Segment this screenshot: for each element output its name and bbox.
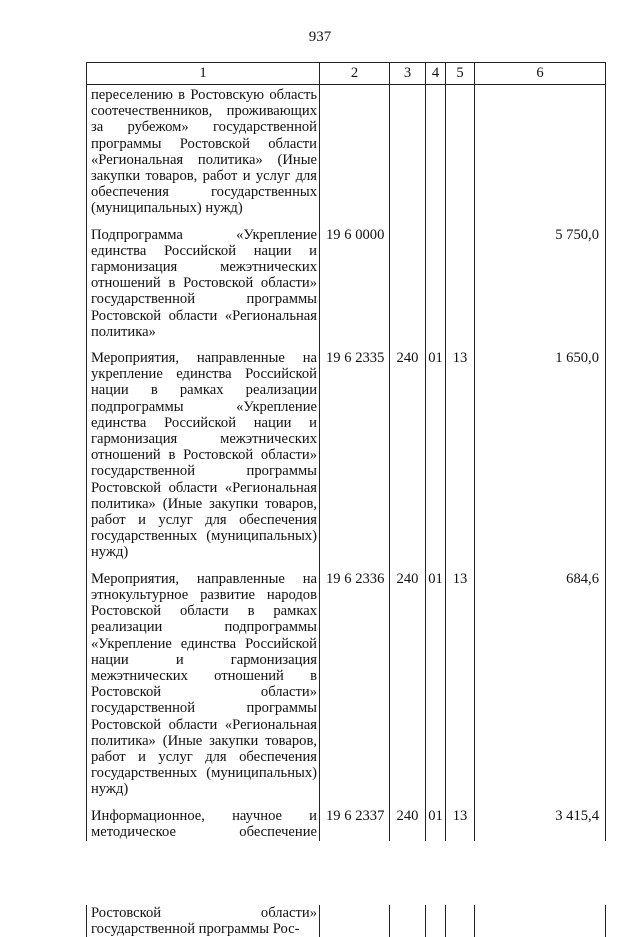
page-number: 937	[308, 29, 332, 45]
page-bottom-margin	[0, 841, 640, 905]
row-expense-type-cell: 240	[390, 808, 426, 937]
row-name-cell: переселению в Ростовскую область соотечественников, проживающих за рубежом» государственной программы Ростовской области «Региональная политика» (Иные закупки товаров, работ и услуг для обеспечения государственных (муниципальных) нужд)	[87, 85, 320, 227]
header-row	[87, 63, 606, 85]
row-subsection-cell	[446, 227, 475, 350]
row-code-cell	[320, 85, 390, 227]
row-subsection-cell: 13	[446, 808, 475, 937]
row-expense-type-cell: 240	[390, 571, 426, 808]
row-section-cell	[426, 227, 446, 350]
row-sum-cell: 3 415,4	[475, 808, 606, 937]
row-sum-cell: 684,6	[475, 571, 606, 808]
table-row	[87, 571, 606, 808]
budget-table	[86, 62, 606, 937]
table-row	[87, 350, 606, 571]
row-code-cell: 19 6 2335	[320, 350, 390, 571]
row-code-cell: 19 6 0000	[320, 227, 390, 350]
row-sum-cell	[475, 85, 606, 227]
column-header: 5	[446, 63, 475, 85]
row-name-cell: Мероприятия, направленные на этнокультурное развитие народов Ростовской области в рамках реализации подпрограммы «Укрепление единства Российской нации и гармонизация межэтнических отношений в Ростовской области» государственной программы Ростовской области «Региональная политика» (Иные закупки товаров, работ и услуг для обеспечения государственных (муниципальных) нужд)	[87, 571, 320, 808]
column-header: 4	[426, 63, 446, 85]
row-name-cell: Мероприятия, направленные на укрепление единства Российской нации в рамках реализации подпрограммы «Укрепление единства Российской нации и гармонизация межэтнических отношений в Ростовской области» государственной программы Ростовской области «Региональная политика» (Иные закупки товаров, работ и услуг для обеспечения государственных (муниципальных) нужд)	[87, 350, 320, 571]
column-header: 3	[390, 63, 426, 85]
table-row	[87, 227, 606, 350]
row-sum-cell: 1 650,0	[475, 350, 606, 571]
row-section-cell: 01	[426, 808, 446, 937]
row-subsection-cell: 13	[446, 350, 475, 571]
row-expense-type-cell	[390, 85, 426, 227]
row-expense-type-cell: 240	[390, 350, 426, 571]
row-subsection-cell	[446, 85, 475, 227]
row-section-cell: 01	[426, 571, 446, 808]
column-header: 1	[87, 63, 320, 85]
row-code-cell: 19 6 2336	[320, 571, 390, 808]
row-expense-type-cell	[390, 227, 426, 350]
row-name-cell: Информационное, научное и методическое обеспечение Ростовской области» государственной программы Рос-	[87, 808, 320, 937]
table-row	[87, 85, 606, 227]
column-header: 6	[475, 63, 606, 85]
row-section-cell: 01	[426, 350, 446, 571]
column-header: 2	[320, 63, 390, 85]
row-section-cell	[426, 85, 446, 227]
row-subsection-cell: 13	[446, 571, 475, 808]
row-name-cell: Подпрограмма «Укрепление единства Российской нации и гармонизация межэтнических отношений в Ростовской области» государственной программы Ростовской области «Региональная политика»	[87, 227, 320, 350]
row-code-cell: 19 6 2337	[320, 808, 390, 937]
row-sum-cell: 5 750,0	[475, 227, 606, 350]
